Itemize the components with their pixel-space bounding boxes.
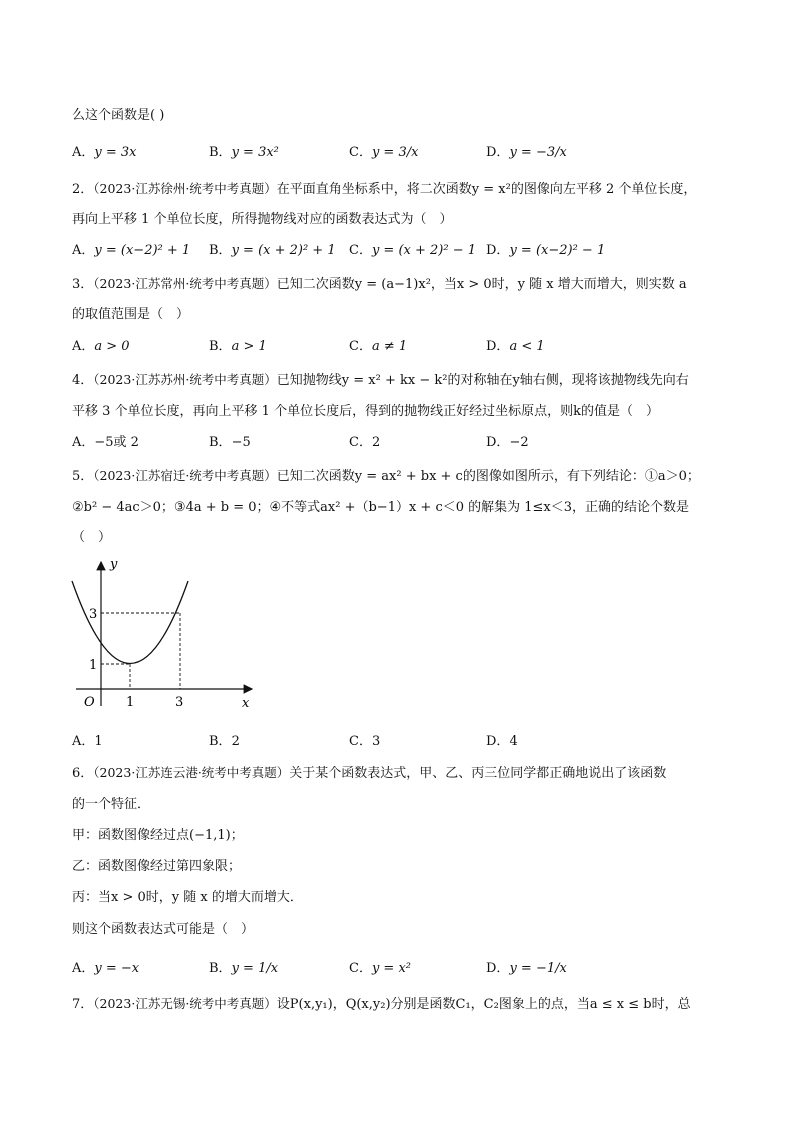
q2-option-c[interactable]: C．y = (x + 2)² − 1 (349, 243, 476, 258)
q6-source: （2023·江苏连云港·统考中考真题） (93, 765, 290, 780)
q6-option-c[interactable]: C．y = x² (349, 961, 411, 976)
q7-source: （2023·江苏无锡·统考中考真题） (93, 996, 277, 1011)
q7-stem-line1: 7．（2023·江苏无锡·统考中考真题）设P(x,y₁)，Q(x,y₂)分别是函数C₁，C₂图象上的点，当a ≤ x ≤ b时，总 (72, 996, 691, 1012)
y-tick-1: 1 (89, 658, 98, 673)
q2-source: （2023·江苏徐州·统考中考真题） (93, 181, 277, 196)
q7-number: 7． (72, 997, 94, 1012)
q4-option-b[interactable]: B．−5 (209, 435, 251, 450)
q4-number: 4． (72, 373, 94, 388)
q3-option-a[interactable]: A．a > 0 (72, 339, 130, 354)
q2-number: 2． (72, 182, 94, 197)
q6-ask: 则这个函数表达式可能是（ ） (72, 922, 255, 937)
q1-option-a[interactable]: A．y = 3x (72, 145, 137, 160)
q5-option-b[interactable]: B．2 (209, 734, 240, 749)
q6-option-d[interactable]: D．y = −1/x (486, 961, 567, 976)
q3-number: 3． (72, 277, 94, 292)
q4-option-a[interactable]: A．−5或 2 (72, 435, 139, 450)
q5-option-a[interactable]: A．1 (72, 734, 103, 749)
q1-option-a-expr: y = 3x (94, 145, 137, 160)
q1-option-c[interactable]: C．y = 3/x (349, 145, 419, 160)
q5-option-c[interactable]: C．3 (349, 734, 381, 749)
q4-option-d[interactable]: D．−2 (486, 435, 529, 450)
q6-number: 6． (72, 766, 94, 781)
q6-option-b[interactable]: B．y = 1/x (209, 961, 279, 976)
q2-option-a[interactable]: A．y = (x−2)² + 1 (72, 243, 191, 258)
q4-source: （2023·江苏苏州·统考中考真题） (93, 372, 277, 387)
q4-stem-line1: 4．（2023·江苏苏州·统考中考真题）已知抛物线y = x² + kx − k²的对称轴在y轴右侧，现将该抛物线先向右 (72, 372, 689, 388)
q4-option-c[interactable]: C．2 (349, 435, 381, 450)
q2-option-d[interactable]: D．y = (x−2)² − 1 (486, 243, 606, 258)
q4-options (72, 431, 732, 451)
q6-yi-statement: 乙：函数图像经过第四象限； (72, 859, 242, 874)
q3-stem-line2: 的取值范围是（ ） (72, 307, 190, 322)
q1-options (72, 141, 732, 161)
q3-source: （2023·江苏常州·统考中考真题） (93, 276, 277, 291)
q1-option-d[interactable]: D．y = −3/x (486, 145, 567, 160)
q2-stem-line1: 2．（2023·江苏徐州·统考中考真题）在平面直角坐标系中，将二次函数y = x²的图像向左平移 2 个单位长度， (72, 181, 697, 197)
q3-option-d[interactable]: D．a < 1 (486, 339, 545, 354)
q6-jia-statement: 甲：函数图像经过点(−1,1)； (72, 828, 244, 843)
q5-number: 5． (72, 469, 94, 484)
q5-parabola-graph (64, 554, 264, 714)
q1-stem-continuation: 么这个函数是( ) (72, 108, 165, 123)
q6-bing-statement: 丙：当x > 0时，y 随 x 的增大而增大． (72, 890, 303, 905)
q6-option-a[interactable]: A．y = −x (72, 961, 140, 976)
q2-option-b[interactable]: B．y = (x + 2)² + 1 (209, 243, 336, 258)
parabola-curve (72, 581, 188, 664)
q5-options (72, 730, 732, 750)
x-axis-label: x (242, 696, 250, 711)
q3-stem-line1: 3．（2023·江苏常州·统考中考真题）已知二次函数y = (a−1)x²，当x > 0时，y 随 x 增大而增大，则实数 a (72, 276, 687, 292)
q3-option-b[interactable]: B．a > 1 (209, 339, 267, 354)
q2-options (72, 239, 732, 259)
q5-stem-line2: ②b² − 4ac＞0；③4a + b = 0；④不等式ax² +（b−1）x + c＜0 的解集为 1≤x＜3，正确的结论个数是 (72, 500, 690, 515)
q3-options (72, 335, 732, 355)
q5-source: （2023·江苏宿迁·统考中考真题） (93, 468, 277, 483)
q1-option-b-expr: y = 3x² (231, 145, 279, 160)
q5-stem-line3: （ ） (72, 530, 112, 545)
x-tick-1: 1 (126, 695, 135, 710)
q5-option-d[interactable]: D．4 (486, 734, 518, 749)
y-tick-3: 3 (89, 607, 98, 622)
origin-label: O (84, 695, 95, 710)
q6-options (72, 957, 732, 977)
q5-stem-line1: 5．（2023·江苏宿迁·统考中考真题）已知二次函数y = ax² + bx + c的图像如图所示，有下列结论：①a＞0； (72, 468, 700, 484)
q1-option-d-expr: y = −3/x (509, 145, 567, 160)
y-axis-label: y (110, 557, 118, 572)
q2-stem-line2: 再向上平移 1 个单位长度，所得抛物线对应的函数表达式为（ ） (72, 212, 453, 227)
q6-stem-line1: 6．（2023·江苏连云港·统考中考真题）关于某个函数表达式，甲、乙、丙三位同学都正确地说出了该函数 (72, 765, 667, 781)
q4-stem-line2: 平移 3 个单位长度，再向上平移 1 个单位长度后，得到的抛物线正好经过坐标原点，则k的值是（ ） (72, 404, 659, 419)
q1-option-b[interactable]: B．y = 3x² (209, 145, 279, 160)
q6-stem-line2: 的一个特征． (72, 797, 151, 812)
q1-option-c-expr: y = 3/x (371, 145, 419, 160)
q3-option-c[interactable]: C．a ≠ 1 (349, 339, 408, 354)
x-tick-3: 3 (175, 695, 184, 710)
